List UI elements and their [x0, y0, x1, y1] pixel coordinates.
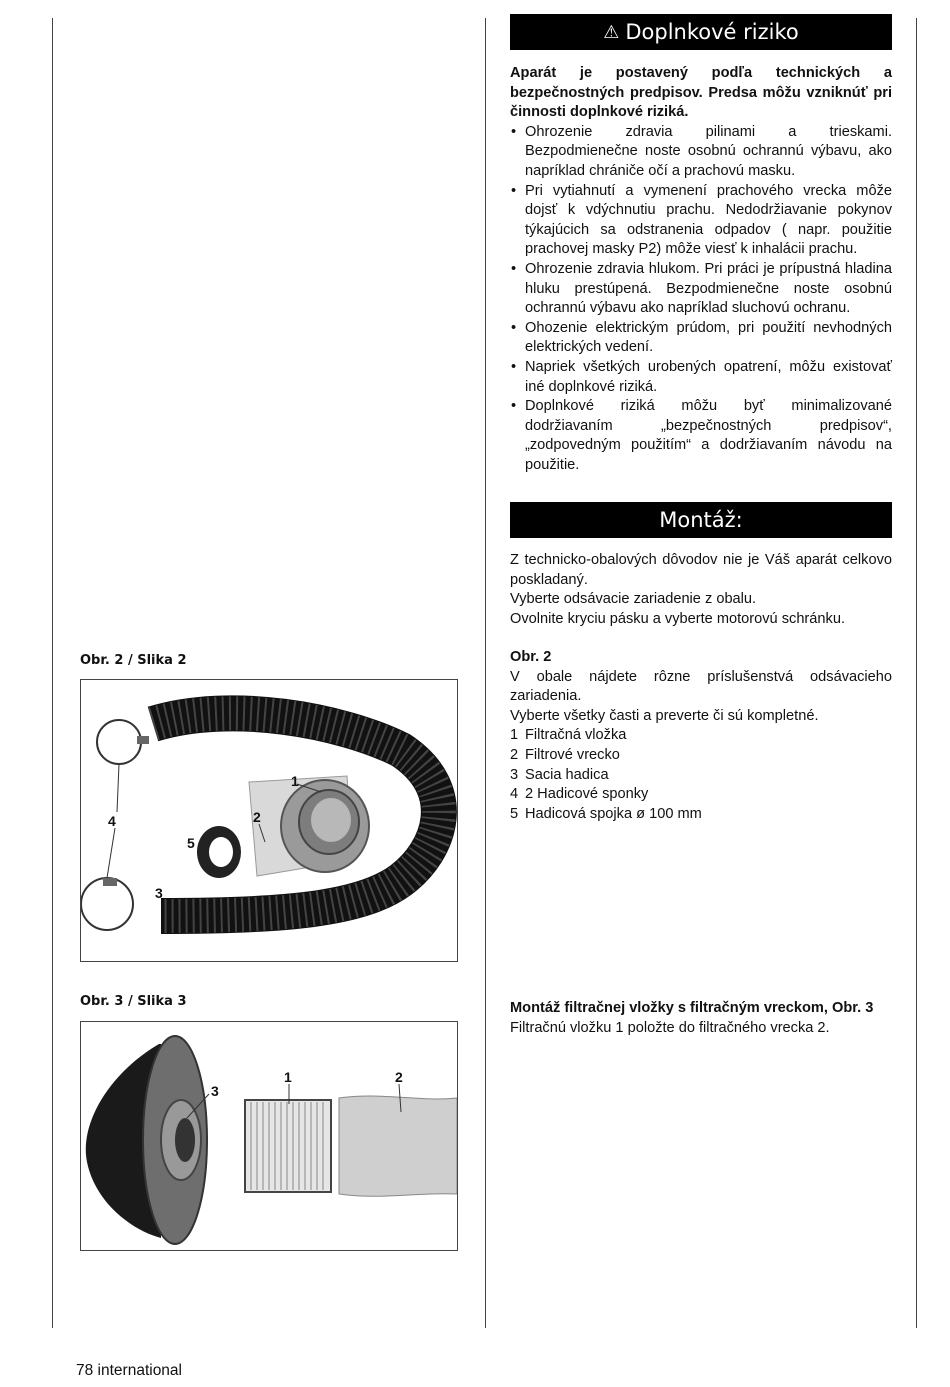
figure-2-label-3: 3	[155, 885, 163, 901]
page-footer: 78 international	[76, 1362, 182, 1379]
parts-list-item: 1 Filtračná vložka	[510, 727, 627, 744]
figure-3-photo	[80, 1021, 458, 1251]
figure-2-label-4: 4	[108, 813, 116, 829]
list-item: • Pri vytiahnutí a vymenení prachového vrecka môže dojsť k vdýchnutiu prachu. Nedodržiavanie pokynov týkajúcich sa odstranenia odpadov ( napr. použitie prachovej masky P2) môže viesť k inhalácii prachu.	[510, 182, 892, 260]
risk-list	[510, 123, 892, 476]
montaz-section-header	[510, 502, 892, 538]
parts-list-item: 2 Filtrové vrecko	[510, 746, 620, 763]
figure-3-label-2: 2	[395, 1069, 403, 1085]
figure-2-label-1: 1	[291, 773, 299, 789]
center-column-rule	[485, 18, 486, 1328]
list-item: • Ohrozenie zdravia pilinami a trieskami. Bezpodmienečne noste osobnú ochrannú výbavu, ako napríklad chrániče očí a prachovú masku.	[510, 123, 892, 182]
right-margin-rule	[916, 18, 917, 1328]
obr2-heading: Obr. 2	[510, 649, 552, 665]
filter-bag	[339, 1096, 457, 1196]
obr3-text: Filtračnú vložku 1 položte do filtračného vrecka 2.	[510, 1019, 830, 1036]
list-item: • Ohrozenie zdravia hlukom. Pri práci je prípustná hladina hluku prestúpená. Bezpodmienečne noste osobnú ochrannú výbavu ako napríklad sluchovú ochranu.	[510, 260, 892, 319]
montaz-intro	[510, 551, 892, 629]
figure-2-caption: Obr. 2 / Slika 2	[80, 653, 187, 668]
figure-3-label-3: 3	[211, 1083, 219, 1099]
parts-list-item: 5 Hadicová spojka ø 100 mm	[510, 805, 702, 822]
obr2-description	[510, 648, 892, 824]
figure-3-label-1: 1	[284, 1069, 292, 1085]
hose-clamp	[97, 720, 141, 764]
montaz-section-title: Montáž:	[659, 508, 743, 532]
parts-list-item: 4 2 Hadicové sponky	[510, 786, 649, 803]
filter-cartridge	[245, 1100, 331, 1192]
list-item: • Doplnkové riziká môžu byť minimalizované dodržiavaním „bezpečnostných predpisov“, „zodpovedným použitím“ a dodržiavaním návodu na použitie.	[510, 397, 892, 475]
list-item: • Ohozenie elektrickým prúdom, pri použití nevhodných elektrických vedení.	[510, 319, 892, 358]
montaz-line: Z technicko-obalových dôvodov nie je Váš aparát celkovo poskladaný.	[510, 552, 892, 588]
obr2-text: V obale nájdete rôzne príslušenstvá odsávacieho zariadenia.	[510, 668, 892, 705]
risk-section-header	[510, 14, 892, 50]
risk-section-title: Doplnkové riziko	[625, 20, 799, 44]
parts-list-item: 3 Sacia hadica	[510, 766, 609, 783]
left-margin-rule	[52, 18, 53, 1328]
montaz-line: Ovolnite kryciu pásku a vyberte motorovú schránku.	[510, 610, 845, 627]
obr3-description	[510, 999, 892, 1038]
obr2-text: Vyberte všetky časti a preverte či sú kompletné.	[510, 707, 819, 724]
warning-triangle-icon: ⚠	[603, 21, 620, 43]
montaz-line: Vyberte odsávacie zariadenie z obalu.	[510, 591, 757, 608]
figure-2-label-5: 5	[187, 835, 195, 851]
figure-2-label-2: 2	[253, 809, 261, 825]
figure-3-caption: Obr. 3 / Slika 3	[80, 994, 187, 1009]
figure-2-photo	[80, 679, 458, 962]
obr3-heading: Montáž filtračnej vložky s filtračným vreckom, Obr. 3	[510, 1000, 874, 1016]
risk-intro: Aparát je postavený podľa technických a bezpečnostných predpisov. Predsa môžu vzniknúť pri činnosti doplnkové riziká.	[510, 65, 892, 121]
list-item: • Napriek všetkých urobených opatrení, môžu existovať iné doplnkové riziká.	[510, 358, 892, 397]
risk-section-body	[510, 64, 892, 475]
